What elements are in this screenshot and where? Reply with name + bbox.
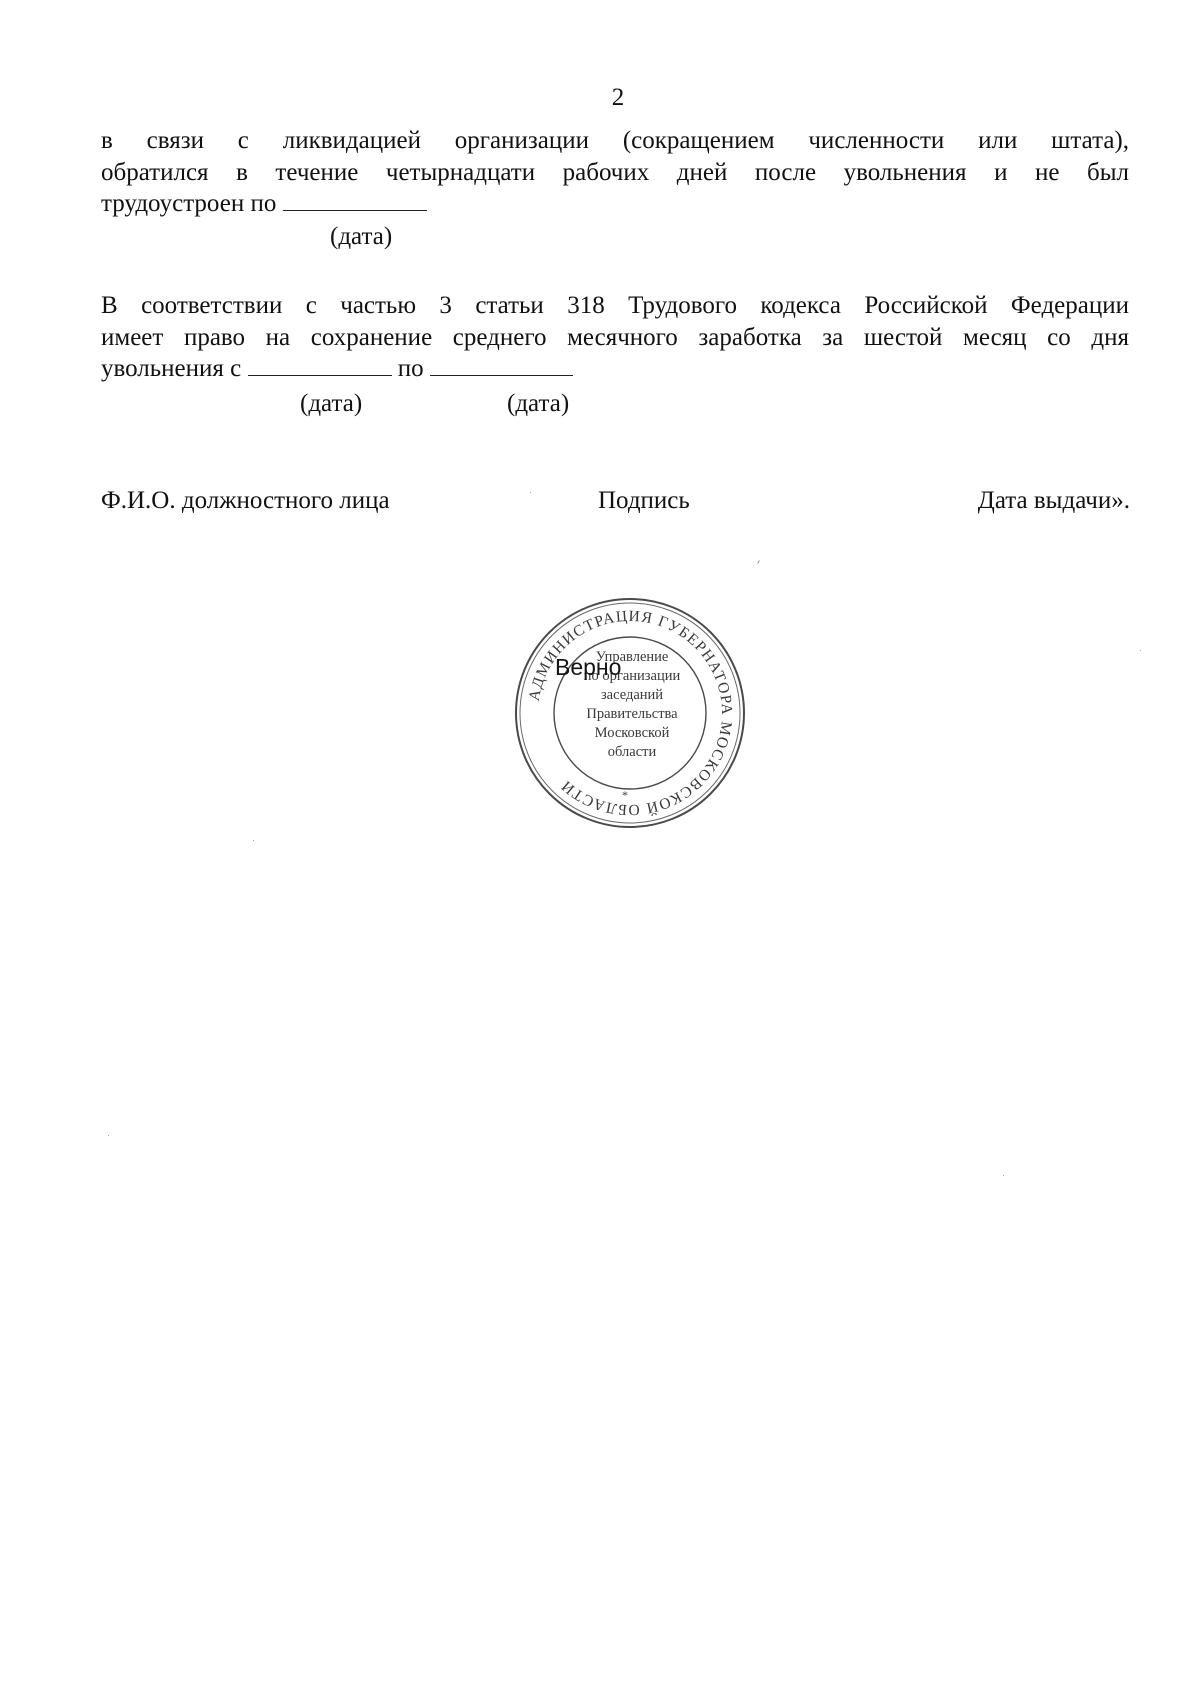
scan-speck [1003, 1175, 1004, 1176]
period-to-hint: (дата) [507, 390, 570, 417]
seal-inner-line: Управление [595, 649, 669, 665]
period-from-hint: (дата) [300, 390, 363, 417]
seal-inner-line: Московской [594, 725, 670, 741]
paragraph-line: обратился в течение четырнадцати рабочих дней после увольнения и не был [101, 158, 1129, 186]
page-number: 2 [611, 84, 625, 111]
svg-text:АДМИНИСТРАЦИЯ ГУБЕРНАТОРА МОСК: АДМИНИСТРАЦИЯ ГУБЕРНАТОРА МОСКОВСКОЙ ОБЛАСТИ [525, 607, 736, 819]
scan-speck [253, 840, 254, 841]
seal-inner-line: области [607, 744, 657, 760]
seal-inner-line: по организации [583, 668, 681, 684]
scan-speck [757, 560, 760, 564]
signature-label: Подпись [598, 487, 690, 514]
scan-speck [1140, 650, 1141, 651]
employment-date-prefix: трудоустроен по [101, 190, 277, 217]
paragraph-earnings-right [101, 290, 1129, 385]
official-seal [510, 593, 750, 833]
employment-date-hint: (дата) [330, 223, 393, 250]
verified-mark: Верно [555, 654, 622, 680]
svg-text:*: * [622, 788, 628, 802]
paragraph-line: в связи с ликвидацией организации (сокращением численности или штата), [101, 127, 1129, 154]
employment-date-field[interactable] [283, 190, 427, 211]
period-to-field[interactable] [430, 355, 573, 376]
period-from-field[interactable] [248, 355, 392, 376]
paragraph-line: В соответствии с частью 3 статьи 318 Трудового кодекса Российской Федерации [101, 292, 1129, 319]
official-name-label: Ф.И.О. должностного лица [101, 487, 390, 514]
paragraph-line: имеет право на сохранение среднего месячного заработка за шестой месяц со дня [101, 323, 1129, 351]
seal-graphic [510, 593, 750, 833]
paragraph-line [101, 188, 1129, 220]
paragraph-dismissal-conditions [101, 125, 1129, 220]
issue-date-label: Дата выдачи». [977, 487, 1130, 514]
period-from-prefix: увольнения с [101, 355, 242, 382]
scan-speck [530, 492, 531, 493]
scan-speck [108, 1135, 109, 1136]
seal-inner-line: заседаний [600, 687, 664, 703]
seal-inner-line: Правительства [586, 706, 678, 722]
period-to-prefix: по [397, 355, 424, 382]
paragraph-line [101, 353, 1129, 385]
